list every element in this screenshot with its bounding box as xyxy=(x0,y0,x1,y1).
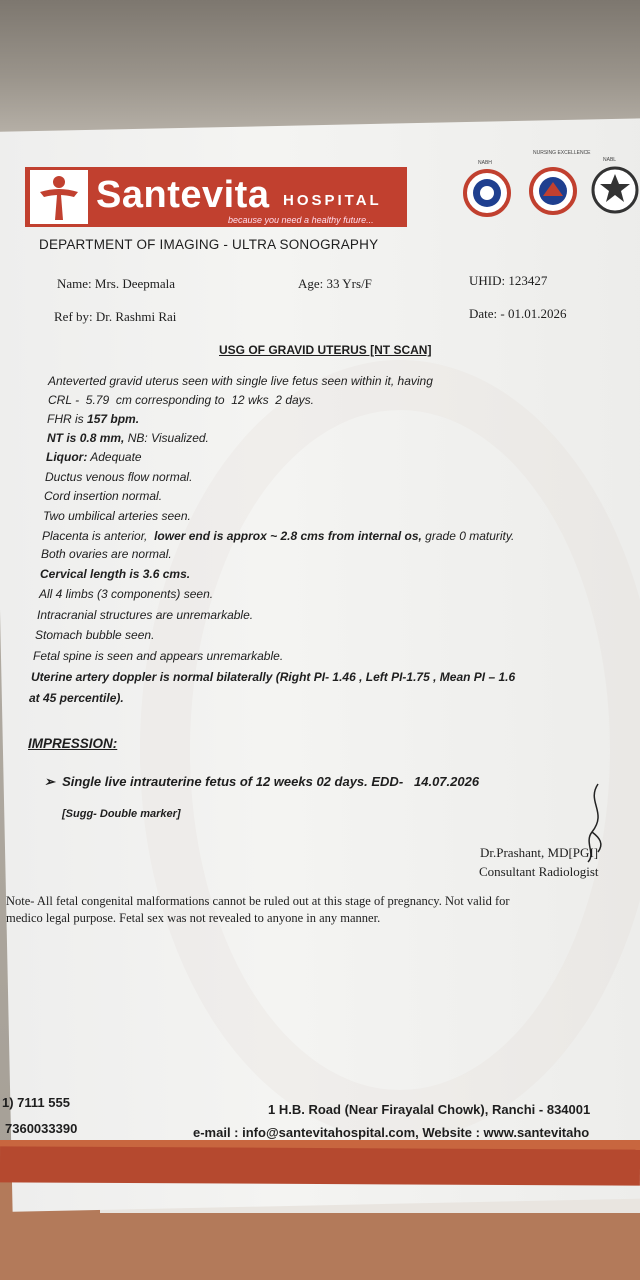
cord-line: Cord insertion normal. xyxy=(44,489,163,503)
suggestion-line: [Sugg- Double marker] xyxy=(62,808,181,820)
intracranial-line: Intracranial structures are unremarkable. xyxy=(37,608,254,622)
date-row xyxy=(469,306,566,322)
footer-contact: e-mail : info@santevitahospital.com, Website : www.santevitaho xyxy=(193,1125,590,1140)
nabh-badge-icon xyxy=(462,168,512,218)
placenta-line: Placenta is anterior, lower end is approx ~ 2.8 cms from internal os, grade 0 maturity. xyxy=(42,529,515,543)
fhr-line: FHR is 157 bpm. xyxy=(47,412,140,426)
age-label: Age: xyxy=(298,276,324,291)
hospital-suffix: HOSPITAL xyxy=(283,192,382,209)
crl-value: 5.79 xyxy=(85,393,110,407)
hospital-logo-icon xyxy=(30,170,88,224)
hospital-name: Santevita xyxy=(96,174,270,216)
footer-band xyxy=(0,1146,640,1185)
edd-value: 14.07.2026 xyxy=(414,774,480,789)
ref-doctor: Dr. Rashmi Rai xyxy=(95,309,177,324)
nt-value: 0.8 mm, xyxy=(79,431,125,445)
nabl-badge-icon xyxy=(590,164,640,216)
footer-address: 1 H.B. Road (Near Firayalal Chowk), Ranchi - 834001 xyxy=(268,1102,591,1117)
badge-3-label: NABL xyxy=(603,157,617,163)
badge-2-label: NURSING EXCELLENCE xyxy=(533,150,591,156)
report-date: 01.01.2026 xyxy=(507,306,567,321)
hospital-tagline: because you need a healthy future... xyxy=(228,215,374,225)
patient-name-row xyxy=(57,276,175,292)
department-title: DEPARTMENT OF IMAGING - ULTRA SONOGRAPHY xyxy=(39,237,379,252)
bullet-arrow-icon: ➢ xyxy=(44,774,55,789)
nt-line: NT is 0.8 mm, NB: Visualized. xyxy=(47,431,209,445)
footer-phone-1: 1) 7111 555 xyxy=(2,1095,70,1110)
patient-age: 33 Yrs/F xyxy=(326,276,372,291)
note-line-2: medico legal purpose. Fetal sex was not revealed to anyone in any manner. xyxy=(6,911,381,925)
impression-heading: IMPRESSION: xyxy=(28,736,118,751)
nursing-excellence-badge-icon xyxy=(527,166,579,216)
patient-age-row xyxy=(298,276,372,292)
fhr-value: 157 xyxy=(87,412,108,426)
badge-1-label: NABH xyxy=(478,160,492,166)
doppler-line-2: at 45 percentile). xyxy=(29,691,124,705)
report-line-intro: Anteverted gravid uterus seen with single live fetus seen within it, having xyxy=(48,374,433,388)
doctor-designation: Consultant Radiologist xyxy=(479,864,599,879)
patient-name: Mrs. Deepmala xyxy=(94,276,176,291)
impression-line: ➢ Single live intrauterine fetus of 12 weeks 02 days. EDD- 14.07.2026 xyxy=(44,774,480,789)
report-title: USG OF GRAVID UTERUS [NT SCAN] xyxy=(219,343,432,357)
ovaries-line: Both ovaries are normal. xyxy=(41,547,172,561)
uhid-row xyxy=(469,273,547,289)
crl-line: CRL - 5.79 cm corresponding to 12 wks 2 days. xyxy=(48,393,314,407)
watermark-logo xyxy=(140,360,640,1140)
uhid-label: UHID: xyxy=(469,273,506,288)
name-label: Name: xyxy=(57,276,92,291)
date-label: Date: - xyxy=(469,306,505,321)
doppler-line-1: Uterine artery doppler is normal bilaterally (Right PI- 1.46 , Left PI-1.75 , Mean PI – 1.6 xyxy=(31,670,516,684)
liquor-line: Liquor: Adequate xyxy=(46,450,142,464)
crl-weeks: 12 xyxy=(231,393,245,407)
umbilical-line: Two umbilical arteries seen. xyxy=(43,509,191,523)
ref-label: Ref by: xyxy=(54,309,93,324)
limbs-line: All 4 limbs (3 components) seen. xyxy=(39,587,214,601)
crl-days: 2 xyxy=(275,393,282,407)
doctor-name: Dr.Prashant, MD[PGI] xyxy=(480,845,599,860)
footer-phone-2: 7360033390 xyxy=(5,1121,78,1136)
stomach-line: Stomach bubble seen. xyxy=(35,628,155,642)
ref-row xyxy=(54,309,176,325)
cervical-line: Cervical length is 3.6 cms. xyxy=(40,567,191,581)
ductus-line: Ductus venous flow normal. xyxy=(45,470,193,484)
uhid-value: 123427 xyxy=(508,273,548,288)
spine-line: Fetal spine is seen and appears unremarkable. xyxy=(33,649,284,663)
note-line-1: Note- All fetal congenital malformations cannot be ruled out at this stage of pregnancy. Not valid for xyxy=(6,894,510,908)
